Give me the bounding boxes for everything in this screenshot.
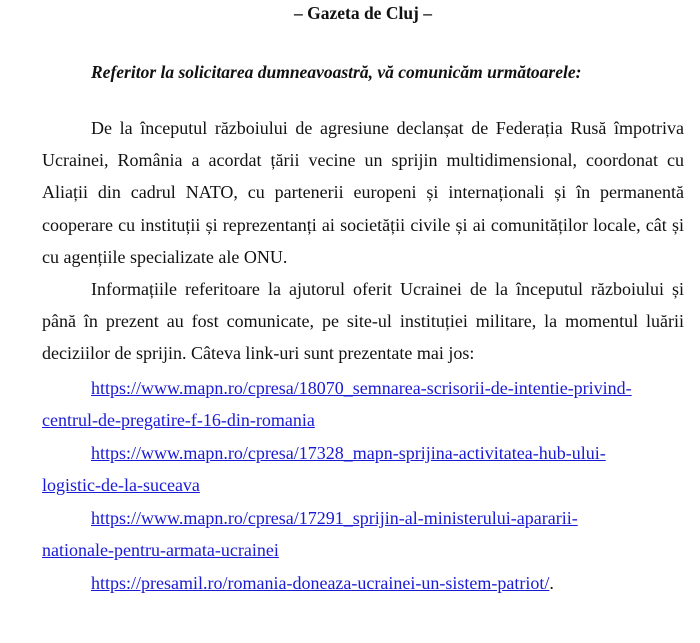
intro-line: Referitor la solicitarea dumneavoastră, vă comunicăm următoarele: — [91, 62, 582, 82]
document-page — [42, 0, 684, 599]
link-suceava-hub[interactable]: https://www.mapn.ro/cpresa/17328_mapn-sprijina-activitatea-hub-ului- — [91, 442, 606, 463]
paragraph-support: De la începutul războiului de agresiune declanșat de Federația Rusă împotriva Ucrainei, România a acordat țării vecine un sprijin multidimensional, coordonat cu Aliații din cadrul NATO, cu partenerii europeni și internaționali și în permanentă cooperare cu instituții și reprezentanți ai societății civile și ai comunităților locale, cât și cu agențiile specializate ale ONU. — [42, 118, 684, 267]
link-ministry-support-cont[interactable]: nationale-pentru-armata-ucrainei — [42, 540, 279, 561]
link-f16-training-center-cont[interactable]: centrul-de-pregatire-f-16-din-romania — [42, 410, 315, 431]
link-item — [42, 437, 684, 502]
link-item — [42, 502, 684, 567]
link-ministry-support[interactable]: https://www.mapn.ro/cpresa/17291_sprijin-al-ministerului-apararii- — [91, 507, 578, 528]
newspaper-header: – Gazeta de Cluj – — [293, 3, 433, 23]
link-trailing-period: . — [549, 572, 554, 593]
link-item — [42, 372, 684, 437]
link-f16-training-center[interactable]: https://www.mapn.ro/cpresa/18070_semnarea-scrisorii-de-intentie-privind- — [91, 377, 632, 398]
links-list — [42, 372, 684, 600]
link-patriot-system[interactable]: https://presamil.ro/romania-doneaza-ucrainei-un-sistem-patriot/ — [91, 572, 550, 593]
link-suceava-hub-cont[interactable]: logistic-de-la-suceava — [42, 475, 200, 496]
paragraph-info: Informațiile referitoare la ajutorul oferit Ucrainei de la începutul războiului și până în prezent au fost comunicate, pe site-ul instituției militare, la momentul luării deciziilor de sprijin. Câteva link-uri sunt prezentate mai jos: — [42, 279, 684, 364]
link-item — [42, 567, 684, 600]
